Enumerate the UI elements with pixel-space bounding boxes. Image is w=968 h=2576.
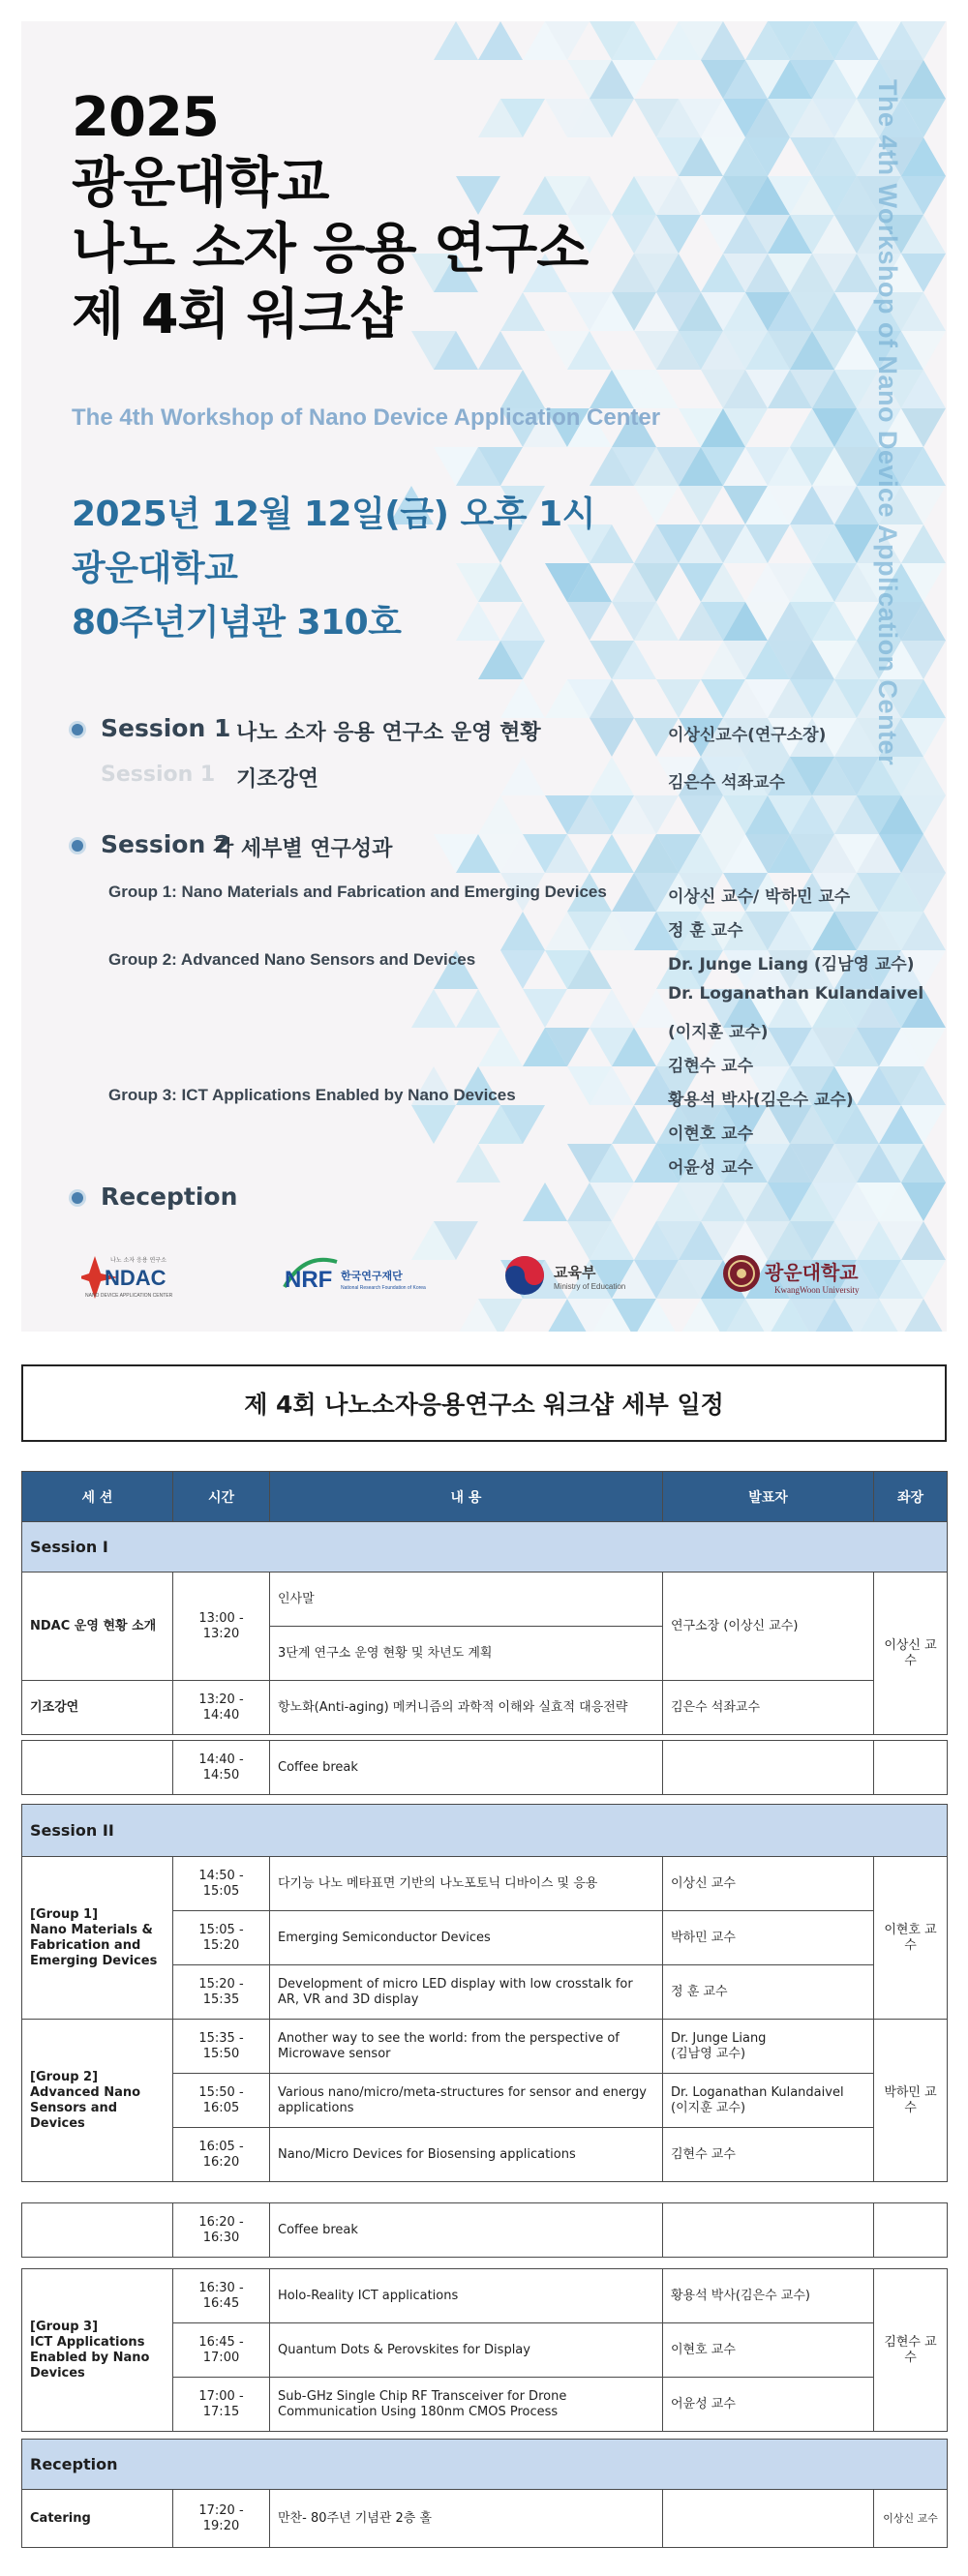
session2-label: Session II xyxy=(22,1805,948,1857)
section-row xyxy=(22,1522,948,1573)
row-chair xyxy=(874,2203,948,2258)
ndac-logo xyxy=(81,1248,188,1303)
section-row xyxy=(22,1805,948,1857)
row-time: 16:05 - 16:20 xyxy=(173,2128,270,2182)
row-speaker: 연구소장 (이상신 교수) xyxy=(663,1573,874,1681)
row-chair xyxy=(874,1741,948,1795)
row-time: 16:30 - 16:45 xyxy=(173,2269,270,2323)
ndac-logo-small-text: 나노 소자 응용 연구소 xyxy=(110,1257,166,1264)
session1-item-title: 나노 소자 응용 연구소 운영 현황 xyxy=(236,721,541,745)
group2-speaker: (이지훈 교수) xyxy=(668,1023,769,1042)
nrf-logo-icon xyxy=(281,1248,436,1303)
moe-logo xyxy=(503,1248,639,1303)
row-time: 17:20 - 19:20 xyxy=(173,2490,270,2548)
row-content: Various nano/micro/meta-structures for sensor and energy applications xyxy=(270,2074,663,2128)
row-speaker: 김은수 석좌교수 xyxy=(663,1681,874,1735)
nrf-logo xyxy=(281,1248,436,1303)
group1-speaker: 정 훈 교수 xyxy=(668,921,743,941)
table-row xyxy=(22,2490,948,2548)
ndac-logo-text: NDAC xyxy=(105,1266,166,1290)
decorative-triangle xyxy=(612,1105,656,1144)
row-speaker: 정 훈 교수 xyxy=(663,1965,874,2020)
row-speaker: Dr. Loganathan Kulandaivel (이지훈 교수) xyxy=(663,2074,874,2128)
header-time: 시간 xyxy=(173,1472,270,1522)
row-speaker: 이현호 교수 xyxy=(663,2323,874,2378)
group3-speaker: 황용석 박사(김은수 교수) xyxy=(668,1091,854,1110)
reception-label: Reception xyxy=(22,2440,948,2490)
row-content: 3단계 연구소 운영 현황 및 차년도 계획 xyxy=(270,1627,663,1681)
nrf-logo-text: NRF xyxy=(285,1267,333,1293)
date-venue xyxy=(72,488,595,650)
title-workshop: 제 4회 워크샵 xyxy=(72,284,402,346)
table-row xyxy=(22,2269,948,2323)
row-session xyxy=(22,1741,173,1795)
table-header-row xyxy=(22,1472,948,1522)
row-speaker: 김현수 교수 xyxy=(663,2128,874,2182)
row-content: Nano/Micro Devices for Biosensing applications xyxy=(270,2128,663,2182)
table-row xyxy=(22,2020,948,2074)
decorative-triangle xyxy=(656,679,701,718)
row-speaker: 황용석 박사(김은수 교수) xyxy=(663,2269,874,2323)
event-venue-2: 80주년기념관 310호 xyxy=(72,603,402,643)
row-content: Holo-Reality ICT applications xyxy=(270,2269,663,2323)
row-chair: 이상신 교수 xyxy=(874,1573,948,1735)
kwangwoon-logo-icon xyxy=(720,1248,885,1303)
row-content: Coffee break xyxy=(270,1741,663,1795)
group2-speaker: Dr. Junge Liang (김남영 교수) xyxy=(668,955,915,974)
poster xyxy=(21,21,947,1332)
row-content: Another way to see the world: from the perspective of Microwave sensor xyxy=(270,2020,663,2074)
group1-name: Group 1: Nano Materials and Fabrication and Emerging Devices xyxy=(108,883,607,901)
group1-speaker: 이상신 교수/ 박하민 교수 xyxy=(668,887,851,907)
group2-label: [Group 2] Advanced Nano Sensors and Devices xyxy=(22,2020,173,2182)
group2-name: Group 2: Advanced Nano Sensors and Devices xyxy=(108,950,476,969)
header-speaker: 발표자 xyxy=(663,1472,874,1522)
table-row xyxy=(22,1857,948,1911)
row-speaker xyxy=(663,2203,874,2258)
session2-title: 각 세부별 연구성과 xyxy=(213,837,393,861)
decorative-triangle xyxy=(523,1183,567,1221)
vertical-title xyxy=(873,60,912,766)
decorative-triangle xyxy=(590,834,634,873)
kwangwoon-logo-korean: 광운대학교 xyxy=(765,1261,859,1284)
row-time: 14:50 - 15:05 xyxy=(173,1857,270,1911)
nrf-logo-english: National Research Foundation of Korea xyxy=(341,1285,426,1291)
row-time: 15:35 - 15:50 xyxy=(173,2020,270,2074)
row-time: 13:00 - 13:20 xyxy=(173,1573,270,1681)
group3-name: Group 3: ICT Applications Enabled by Nano Devices xyxy=(108,1086,516,1104)
session2-label: Session 2 xyxy=(101,830,231,858)
schedule-table-reception xyxy=(21,2439,948,2548)
decorative-triangle xyxy=(590,718,634,757)
row-content: Development of micro LED display with low crosstalk for AR, VR and 3D display xyxy=(270,1965,663,2020)
decorative-triangle xyxy=(500,950,545,989)
decorative-triangle xyxy=(478,1028,523,1066)
moe-logo-icon xyxy=(503,1248,639,1303)
title-center: 나노 소자 응용 연구소 xyxy=(72,218,589,281)
group1-chair: 이현호 교수 xyxy=(874,1857,948,2020)
row-content: 인사말 xyxy=(270,1573,663,1627)
vertical-title-text: The 4th Workshop of Nano Device Application Center xyxy=(873,79,902,766)
ndac-logo-subtext: NANO DEVICE APPLICATION CENTER xyxy=(85,1293,173,1299)
row-time: 13:20 - 14:40 xyxy=(173,1681,270,1735)
session1-label: Session I xyxy=(22,1522,948,1573)
row-time: 16:20 - 16:30 xyxy=(173,2203,270,2258)
poster-title xyxy=(72,85,588,348)
decorative-triangle xyxy=(456,1144,500,1183)
section-row xyxy=(22,2440,948,2490)
row-time: 15:50 - 16:05 xyxy=(173,2074,270,2128)
row-content: Sub-GHz Single Chip RF Transceiver for Drone Communication Using 180nm CMOS Process xyxy=(270,2378,663,2432)
decorative-triangle xyxy=(456,989,500,1028)
row-speaker: Dr. Junge Liang (김남영 교수) xyxy=(663,2020,874,2074)
title-year: 2025 xyxy=(72,86,219,149)
row-time: 17:00 - 17:15 xyxy=(173,2378,270,2432)
moe-logo-korean: 교육부 xyxy=(554,1264,596,1281)
row-session: 기조강연 xyxy=(22,1681,173,1735)
schedule-table-break2 xyxy=(21,2202,948,2258)
row-session xyxy=(22,2203,173,2258)
session1-ghost-label: Session 1 xyxy=(101,763,216,787)
header-session: 세 션 xyxy=(22,1472,173,1522)
schedule-table-session1 xyxy=(21,1471,948,1735)
row-content: 만찬- 80주년 기념관 2층 홀 xyxy=(270,2490,663,2548)
decorative-triangle xyxy=(411,989,456,1028)
group3-label: [Group 3] ICT Applications Enabled by Nano Devices xyxy=(22,2269,173,2432)
moe-logo-english: Ministry of Education xyxy=(554,1282,626,1291)
group3-speaker: 이현호 교수 xyxy=(668,1124,754,1144)
table-row xyxy=(22,1573,948,1627)
decorative-triangle xyxy=(478,21,523,60)
schedule-title: 제 4회 나노소자응용연구소 워크샵 세부 일정 xyxy=(21,1364,947,1442)
event-venue-1: 광운대학교 xyxy=(72,549,238,588)
decorative-triangle xyxy=(478,795,523,834)
schedule-table-break1 xyxy=(21,1740,948,1795)
row-time: 15:20 - 15:35 xyxy=(173,1965,270,2020)
logo-strip xyxy=(21,1248,947,1306)
row-time: 15:05 - 15:20 xyxy=(173,1911,270,1965)
row-content: Emerging Semiconductor Devices xyxy=(270,1911,663,1965)
row-speaker xyxy=(663,1741,874,1795)
schedule-table-session2 xyxy=(21,1804,948,2182)
bullet-icon xyxy=(72,724,83,735)
group3-chair: 김현수 교수 xyxy=(874,2269,948,2432)
schedule-table-group3 xyxy=(21,2268,948,2432)
group3-speaker: 어윤성 교수 xyxy=(668,1158,754,1178)
row-speaker xyxy=(663,2490,874,2548)
row-speaker: 어윤성 교수 xyxy=(663,2378,874,2432)
row-content: 항노화(Anti-aging) 메커니즘의 과학적 이해와 실효적 대응전략 xyxy=(270,1681,663,1735)
nrf-logo-korean: 한국연구재단 xyxy=(341,1270,403,1282)
decorative-triangle xyxy=(434,21,478,60)
row-content: Coffee break xyxy=(270,2203,663,2258)
row-content: Quantum Dots & Perovskites for Display xyxy=(270,2323,663,2378)
decorative-triangle xyxy=(679,486,723,524)
row-time: 16:45 - 17:00 xyxy=(173,2323,270,2378)
ndac-logo-icon xyxy=(81,1248,188,1303)
row-time: 14:40 - 14:50 xyxy=(173,1741,270,1795)
reception-label: Reception xyxy=(101,1183,238,1211)
kwangwoon-logo xyxy=(720,1248,885,1303)
decorative-triangle xyxy=(500,912,545,950)
table-row xyxy=(22,2203,948,2258)
row-content: 다기능 나노 메타표면 기반의 나노포토닉 디바이스 및 응용 xyxy=(270,1857,663,1911)
decorative-triangle xyxy=(590,757,634,795)
group2-speaker: Dr. Loganathan Kulandaivel xyxy=(668,984,924,1003)
group2-chair: 박하민 교수 xyxy=(874,2020,948,2182)
decorative-triangle xyxy=(590,989,634,1028)
kwangwoon-logo-english: KwangWoon University xyxy=(774,1285,860,1295)
keynote-title: 기조강연 xyxy=(236,767,319,792)
session1-item-speaker: 이상신교수(연구소장) xyxy=(668,726,827,745)
keynote-speaker: 김은수 석좌교수 xyxy=(668,773,785,793)
decorative-triangle xyxy=(500,679,545,718)
group2-speaker: 김현수 교수 xyxy=(668,1057,754,1076)
decorative-triangle xyxy=(500,370,545,408)
table-row xyxy=(22,1681,948,1735)
bullet-icon xyxy=(72,1192,83,1204)
row-speaker: 박하민 교수 xyxy=(663,1911,874,1965)
decorative-triangle xyxy=(634,486,679,524)
row-chair: 이상신 교수 xyxy=(874,2490,948,2548)
decorative-triangle xyxy=(411,1105,456,1144)
row-session: NDAC 운영 현황 소개 xyxy=(22,1573,173,1681)
bullet-icon xyxy=(72,840,83,852)
group1-label: [Group 1] Nano Materials & Fabrication and Emerging Devices xyxy=(22,1857,173,2020)
decorative-triangle xyxy=(523,989,567,1028)
header-content: 내 용 xyxy=(270,1472,663,1522)
session1-label: Session 1 xyxy=(101,714,231,742)
row-speaker: 이상신 교수 xyxy=(663,1857,874,1911)
table-row xyxy=(22,1741,948,1795)
subtitle-english: The 4th Workshop of Nano Device Application Center xyxy=(72,404,661,431)
event-date: 2025년 12월 12일(금) 오후 1시 xyxy=(72,494,595,534)
row-session: Catering xyxy=(22,2490,173,2548)
title-university: 광운대학교 xyxy=(72,152,329,215)
header-chair: 좌장 xyxy=(874,1472,948,1522)
decorative-triangle xyxy=(500,757,545,795)
